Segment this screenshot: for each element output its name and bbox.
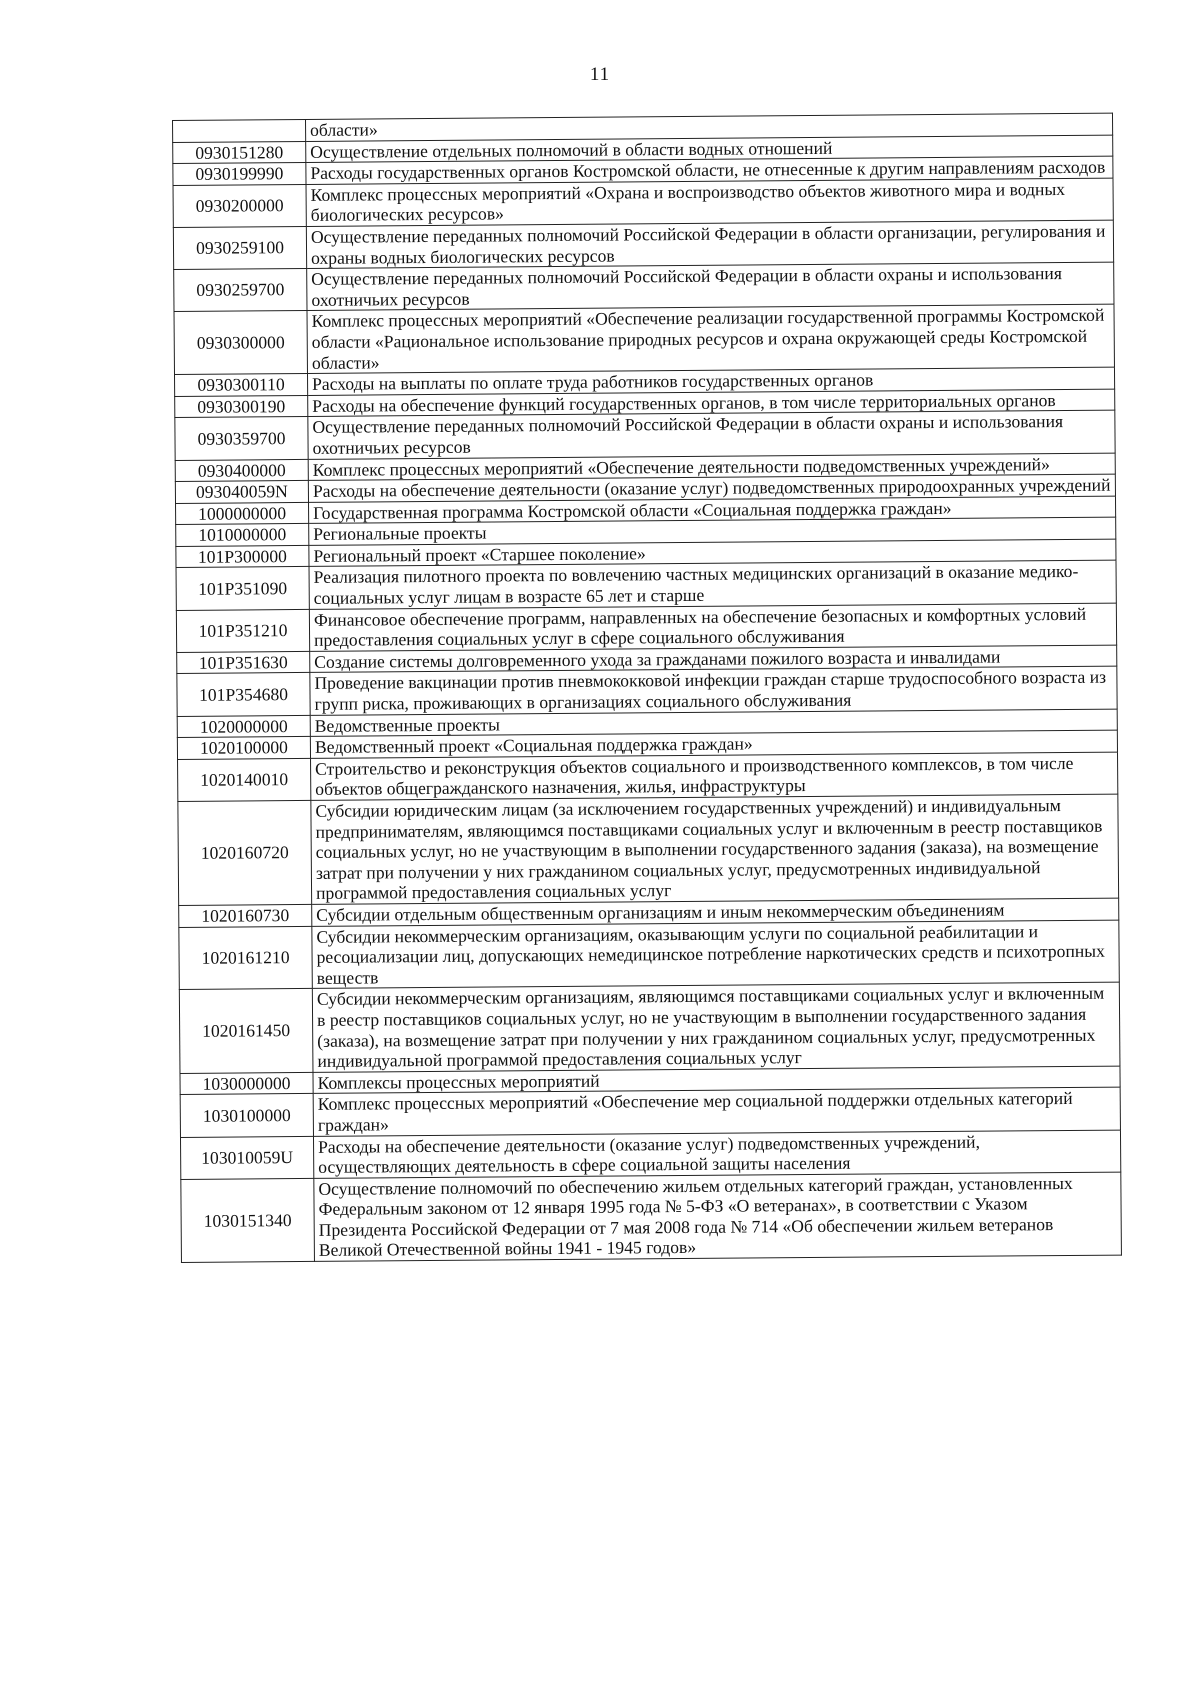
target-code-cell: 1020100000 xyxy=(177,737,310,760)
description-cell: Комплекс процессных мероприятий «Охрана и воспроизводство объектов животного мира и водных биологических ресурсов» xyxy=(306,178,1113,227)
target-code-cell: 0930300190 xyxy=(175,395,308,418)
table-row xyxy=(181,1172,1122,1263)
target-code-cell: 1030100000 xyxy=(180,1094,313,1137)
description-cell: Осуществление полномочий по обеспечению жильем отдельных категорий граждан, установленных Федеральным законом от 12 января 1995 года № 5-ФЗ «О ветеранах», в соответствии с Указом Президента Российской Федерации от 7 мая 2008 года № 714 «Об обеспечении жильем ветеранов Великой Отечественной войны 1941 - 1945 годов» xyxy=(314,1172,1122,1262)
description-cell: Субсидии некоммерческим организациям, являющимся поставщиками социальных услуг и включенным в реестр поставщиков социальных услуг, но не участвующим в выполнении государственного задания (заказа), на возмещение затрат при получении у них гражданином социальных услуг, предусмотренных индивидуальной программой предоставления социальных услуг xyxy=(312,982,1120,1072)
table-row xyxy=(178,794,1119,905)
table-row xyxy=(179,920,1119,990)
table-row xyxy=(179,982,1120,1073)
table-row xyxy=(174,262,1114,312)
description-cell: Субсидии юридическим лицам (за исключением государственных учреждений) и индивидуальным предпринимателям, являющимся поставщиками социальных услуг и включенным в реестр поставщиков социальных услуг, но не участвующим в выполнении государственного задания (заказа), на возмещение затрат при получении у них гражданином социальных услуг, предусмотренных индивидуальной программой предоставления социальных услуг xyxy=(311,794,1119,904)
description-cell: Расходы на выплаты по оплате труда работников государственных органов xyxy=(307,367,1114,395)
description-cell: области» xyxy=(305,113,1112,141)
description-cell: Осуществление переданных полномочий Российской Федерации в области охраны и использования охотничьих ресурсов xyxy=(308,410,1115,459)
target-code-cell: 0930199990 xyxy=(173,163,306,186)
target-code-cell: 0930151280 xyxy=(173,141,306,164)
description-cell: Расходы на обеспечение деятельности (оказание услуг) подведомственных природоохранных учреждений xyxy=(308,474,1115,502)
description-cell: Создание системы долговременного ухода за гражданами пожилого возраста и инвалидами xyxy=(310,645,1117,673)
table-row xyxy=(180,1087,1120,1137)
description-cell: Строительство и реконструкция объектов социального и производственного комплексов, в том числе объектов общегражданского назначения, жилья, инфраструктуры xyxy=(311,752,1118,801)
target-code-cell: 101P351210 xyxy=(176,609,309,652)
target-code-cell: 1020140010 xyxy=(178,758,311,801)
page-number: 11 xyxy=(589,64,611,85)
table-row xyxy=(173,178,1113,228)
description-cell: Осуществление отдельных полномочий в области водных отношений xyxy=(306,135,1113,163)
target-code-cell: 0930259100 xyxy=(173,226,306,269)
description-cell: Расходы на обеспечение функций государственных органов, в том числе территориальных органов xyxy=(308,389,1115,417)
budget-classification-table xyxy=(172,113,1122,1263)
description-cell: Субсидии отдельным общественным организациям и иным некоммерческим объединениям xyxy=(312,898,1119,926)
table-row xyxy=(180,1130,1120,1180)
target-code-cell: 101P351630 xyxy=(177,651,310,674)
target-code-cell: 0930400000 xyxy=(175,459,308,482)
description-cell: Комплекс процессных мероприятий «Обеспечение реализации государственной программы Костромской области «Рациональное использование природных ресурсов и охрана окружающей среды Костромской области» xyxy=(307,304,1114,373)
target-code-cell: 1030000000 xyxy=(180,1072,313,1095)
table-row xyxy=(175,410,1115,460)
target-code-cell: 1020000000 xyxy=(177,715,310,738)
description-cell: Комплекс процессных мероприятий «Обеспечение мер социальной поддержки отдельных категорий граждан» xyxy=(313,1087,1120,1136)
target-code-cell: 0930300000 xyxy=(174,311,307,375)
description-cell: Комплексы процессных мероприятий xyxy=(313,1066,1120,1094)
target-code-cell: 101P351090 xyxy=(176,567,309,610)
description-cell: Государственная программа Костромской области «Социальная поддержка граждан» xyxy=(309,496,1116,524)
table-row xyxy=(176,561,1116,611)
target-code-cell: 0930200000 xyxy=(173,184,306,227)
target-code-cell: 1020160730 xyxy=(179,904,312,927)
target-code-cell: 101P300000 xyxy=(176,545,309,568)
target-code-cell: 093040059N xyxy=(175,481,308,504)
description-cell: Проведение вакцинации против пневмококковой инфекции граждан старше трудоспособного возраста из групп риска, проживающих в организациях социального обслуживания xyxy=(310,667,1117,716)
description-cell: Реализация пилотного проекта по вовлечению частных медицинских организаций в оказание медико-социальных услуг лицам в возрасте 65 лет и старше xyxy=(309,561,1116,610)
target-code-cell: 1020161210 xyxy=(179,926,312,990)
description-cell: Региональные проекты xyxy=(309,517,1116,545)
target-code-cell: 101P354680 xyxy=(177,673,310,716)
description-cell: Финансовое обеспечение программ, направленных на обеспечение безопасных и комфортных условий предоставления социальных услуг в сфере социального обслуживания xyxy=(309,603,1116,652)
target-code-cell xyxy=(173,119,306,142)
table-row xyxy=(178,752,1118,802)
target-code-cell: 0930359700 xyxy=(175,417,308,460)
table-row xyxy=(177,667,1117,717)
target-code-cell: 1020160720 xyxy=(178,800,312,905)
table-row xyxy=(173,220,1113,270)
target-code-cell: 1030151340 xyxy=(181,1178,315,1262)
table-body xyxy=(173,113,1122,1262)
description-cell: Ведомственный проект «Социальная поддержка граждан» xyxy=(310,730,1117,758)
description-cell: Региональный проект «Старшее поколение» xyxy=(309,539,1116,567)
description-cell: Расходы государственных органов Костромской области, не отнесенные к другим направлениям расходов xyxy=(306,156,1113,184)
description-cell: Субсидии некоммерческим организациям, оказывающим услуги по социальной реабилитации и ресоциализации лиц, допускающих немедицинское потребление наркотических средств и психотропных веществ xyxy=(312,920,1119,989)
target-code-cell: 0930300110 xyxy=(174,374,307,397)
description-cell: Ведомственные проекты xyxy=(310,709,1117,737)
target-code-cell: 1010000000 xyxy=(176,524,309,547)
table-row xyxy=(176,603,1116,653)
description-cell: Осуществление переданных полномочий Российской Федерации в области охраны и использования охотничьих ресурсов xyxy=(307,262,1114,311)
table-row xyxy=(174,304,1114,374)
description-cell: Осуществление переданных полномочий Российской Федерации в области организации, регулирования и охраны водных биологических ресурсов xyxy=(306,220,1113,269)
target-code-cell: 0930259700 xyxy=(174,269,307,312)
description-cell: Комплекс процессных мероприятий «Обеспечение деятельности подведомственных учреждений» xyxy=(308,453,1115,481)
target-code-cell: 1000000000 xyxy=(176,502,309,525)
target-code-cell: 103010059U xyxy=(180,1136,313,1179)
target-code-cell: 1020161450 xyxy=(179,989,313,1073)
description-cell: Расходы на обеспечение деятельности (оказание услуг) подведомственных учреждений, осуществляющих деятельность в сфере социальной защиты населения xyxy=(313,1130,1120,1179)
